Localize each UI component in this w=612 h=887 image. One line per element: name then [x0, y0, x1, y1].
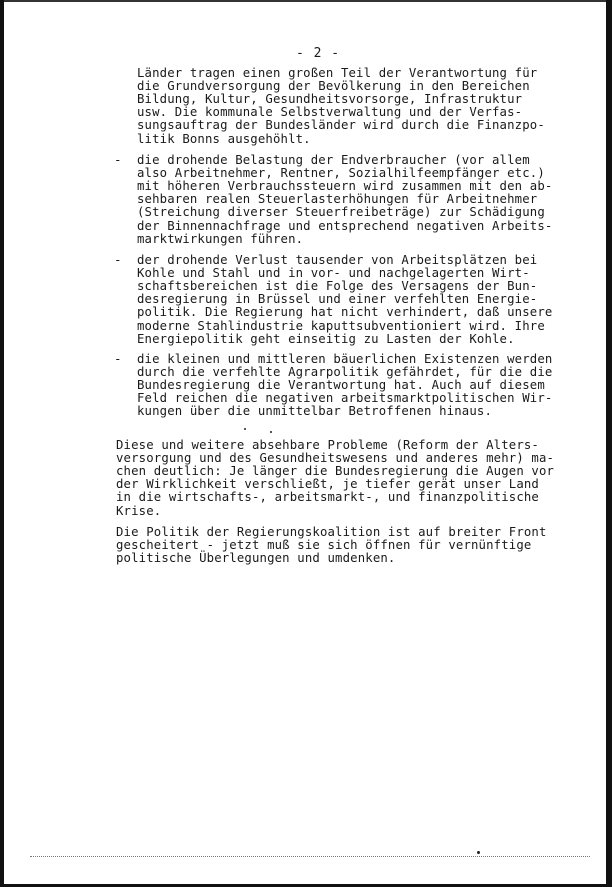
scan-border-right [606, 0, 612, 887]
list-item-line: sehbaren realen Steuerlasterhöhungen für Arbeitnehmer [137, 192, 538, 207]
list-item-line: marktwirkungen führen. [137, 231, 304, 246]
paragraph-line: Die Politik der Regierungskoalition ist auf breiter Front [116, 525, 547, 539]
list-item-line: Feld reichen die negativen arbeitsmarktpolitischen Wir- [137, 391, 553, 406]
list-item-line: mit höheren Verbrauchssteuern wird zusammen mit den ab- [137, 179, 553, 194]
scan-border-top [0, 0, 612, 2]
list-bullet: - [114, 152, 122, 167]
paragraph-line: chen deutlich: Je länger die Bundesregierung die Augen vor [116, 464, 555, 479]
list-item-line: die Grundversorgung der Bevölkerung in den Bereichen [137, 79, 530, 94]
list-item-line: Bildung, Kultur, Gesundheitsvorsorge, Infrastruktur [137, 92, 523, 107]
scan-noise-line [30, 856, 590, 857]
list-item-line: die drohende Belastung der Endverbraucher (vor allem [137, 153, 530, 167]
list-item-line: Energiepolitik geht einseitig zu Lasten der Kohle. [137, 331, 515, 346]
list-item-line: kungen über die unmittelbar Betroffenen hinaus. [137, 404, 493, 419]
paragraph-line: Diese und weitere absehbare Probleme (Reform der Alters- [116, 438, 539, 452]
list-item-line: (Streichung diverser Steuerfreibeträge) zur Schädigung [137, 205, 545, 220]
list-item-line: usw. Die kommunale Selbstverwaltung und der Verfas- [137, 105, 523, 120]
list-bullet: - [114, 252, 122, 267]
list-item-line: durch die verfehlte Agrarpolitik gefährdet, für die die [137, 365, 553, 380]
list-item-line: desregierung in Brüssel und einer verfehlten Energie- [137, 292, 538, 307]
scan-speck [477, 851, 480, 854]
list-item-line: der drohende Verlust tausender von Arbeitsplätzen bei [137, 253, 538, 267]
list-item-line: Bundesregierung die Verantwortung hat. Auch auf diesem [137, 378, 545, 393]
scan-speck [244, 428, 246, 430]
list-item-line: der Binnennachfrage und entsprechend negativen Arbeits- [137, 218, 553, 233]
paragraph-line: der Wirklichkeit verschließt, je tiefer gerät unser Land [116, 477, 539, 492]
scan-speck [270, 431, 272, 433]
list-item-line: moderne Stahlindustrie kaputtsubventioniert wird. Ihre [137, 318, 545, 333]
list-item-line: politik. Die Regierung hat nicht verhindert, daß unsere [137, 305, 553, 320]
paragraph-line: politische Überlegungen und umdenken. [116, 551, 396, 566]
list-item-line: die kleinen und mittleren bäuerlichen Existenzen werden [137, 352, 553, 366]
scan-border-left [0, 0, 4, 887]
paragraph-line: in die wirtschafts-, arbeitsmarkt-, und finanzpolitische [116, 490, 539, 505]
list-bullet: - [114, 351, 122, 366]
list-item-line: litik Bonns ausgehöhlt. [137, 131, 311, 146]
list-item-line: also Arbeitnehmer, Rentner, Sozialhilfeempfänger etc.) [137, 166, 545, 181]
list-item-line: Länder tragen einen großen Teil der Verantwortung für [137, 66, 538, 80]
page-number: - 2 - [296, 46, 341, 61]
paragraph-line: Krise. [116, 503, 162, 518]
list-item-line: sungsauftrag der Bundesländer wird durch die Finanzpo- [137, 118, 545, 133]
list-item-line: Kohle und Stahl und in vor- und nachgelagerten Wirt- [137, 266, 530, 281]
list-item-line: schaftsbereichen ist die Folge des Versagens der Bun- [137, 279, 538, 294]
paragraph-line: gescheitert - jetzt muß sie sich öffnen für vernünftige [116, 538, 532, 553]
paragraph-line: versorgung und des Gesundheitswesens und anderes mehr) ma- [116, 451, 555, 466]
